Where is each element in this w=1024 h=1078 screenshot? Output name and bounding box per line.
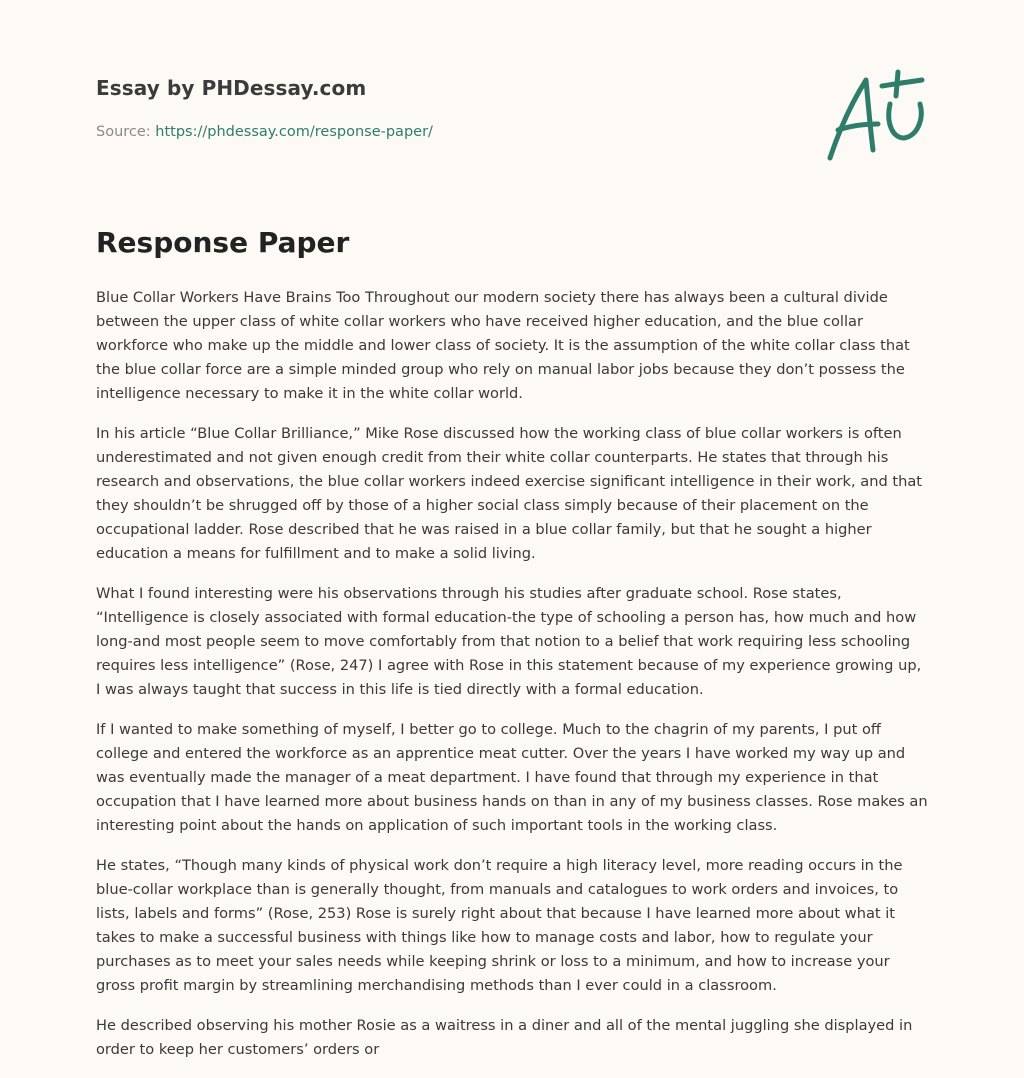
paragraph: Blue Collar Workers Have Brains Too Throughout our modern society there has always been a cultural divide between the upper class of white collar workers who have received higher education, and the blue collar workforce who make up the middle and lower class of society. It is the assumption of the white collar class that the blue collar force are a simple minded group who rely on manual labor jobs because they don’t possess the intelligence necessary to make it in the white collar world. <box>96 289 910 402</box>
paragraph: What I found interesting were his observations through his studies after graduate school. Rose states, “Intelligence is closely associated with formal education-the type of schooling a person has, how much and how long-and most people seem to move comfortably from that notion to a belief that work requiring less schooling requires less intelligence” (Rose, 247) I agree with Rose in this statement because of my experience growing up, I was always taught that success in this life is tied directly with a formal education. <box>96 585 922 698</box>
a-plus-icon <box>824 66 928 166</box>
source-link[interactable]: https://phdessay.com/response-paper/ <box>155 124 433 140</box>
paragraph: He described observing his mother Rosie as a waitress in a diner and all of the mental juggling she displayed in order to keep her customers’ orders or <box>96 1017 913 1058</box>
source-label: Source: <box>96 124 156 140</box>
paragraph: If I wanted to make something of myself, I better go to college. Much to the chagrin of my parents, I put off college and entered the workforce as an apprentice meat cutter. Over the years I have worked my way up and was eventually made the manager of a meat department. I have found that through my experience in that occupation that I have learned more about business hands on than in any of my business classes. Rose makes an interesting point about the hands on application of such important tools in the working class. <box>96 721 928 834</box>
paragraph: In his article “Blue Collar Brilliance,” Mike Rose discussed how the working class of blue collar workers is often underestimated and not given enough credit from their white collar counterparts. He states that through his research and observations, the blue collar workers indeed exercise significant intelligence in their work, and that they shouldn’t be shrugged off by those of a higher social class simply because of their placement on the occupational ladder. Rose described that he was raised in a blue collar family, but that he sought a higher education a means for fulfillment and to make a solid living. <box>96 425 922 562</box>
brand-title: Essay by PHDessay.com <box>96 76 367 100</box>
paragraph: He states, “Though many kinds of physical work don’t require a high literacy level, more reading occurs in the blue-collar workplace than is generally thought, from manuals and catalogues to work orders and invoices, to lists, labels and forms” (Rose, 253) Rose is surely right about that because I have learned more about what it takes to make a successful business with things like how to manage costs and labor, how to regulate your purchases as to meet your sales needs while keeping shrink or loss to a minimum, and how to increase your gross profit margin by streamlining merchandising methods than I ever could in a classroom. <box>96 857 903 994</box>
page-title: Response Paper <box>96 226 350 259</box>
source-line <box>96 124 433 140</box>
a-plus-logo <box>824 66 928 166</box>
essay-body <box>96 286 928 1078</box>
essay-header <box>96 0 928 190</box>
